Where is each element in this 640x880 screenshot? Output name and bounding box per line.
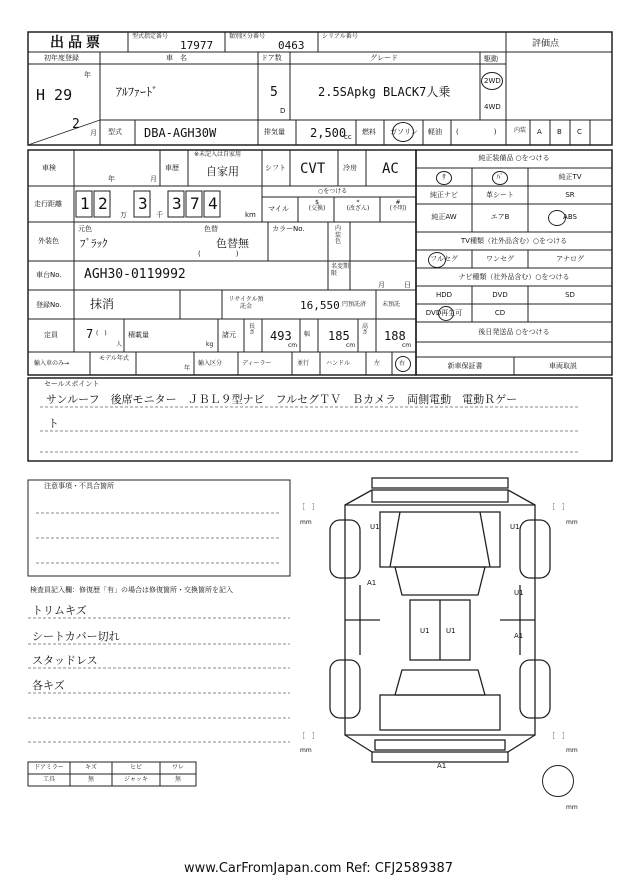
model-code: DBA-AGH30W [144,126,217,140]
equip-1-3: 純正TV [558,173,582,181]
equip-abs-circle [548,210,566,226]
change-color-label: 色替 [204,225,218,233]
model-year-unit: 年 [184,365,191,372]
grade-label: グレード [370,54,398,62]
length-label: 長さ [249,323,256,336]
recycle-label: リサイクル預託金 [228,296,264,311]
mark-u1-right-door: U1 [514,589,524,597]
legend-v1: 工具 [42,776,55,783]
displacement: 2,500 [310,126,347,140]
note-line-4: 各キズ [32,679,65,692]
equip-2-1: 純正ナビ [430,191,458,199]
width-label: 幅 [304,331,311,338]
history: 自家用 [206,165,239,178]
not-deposited: 未預託 [382,301,401,308]
mileage-km: km [245,211,256,219]
fuel-paren: ( ) [456,128,497,136]
fuel-label: 燃料 [362,128,376,136]
equip-1-1-circle [436,171,452,185]
drive-2wd-circle [481,72,503,90]
length: 493 [270,329,292,343]
equip-3-3: ABS [563,213,577,221]
recycle-amount: 16,550 [300,299,340,312]
tire-mm-rl: mm [300,747,312,754]
int-color-label: 内装色 [335,225,342,246]
mileage-man: 万 [120,211,127,219]
navi-cd: CD [494,309,506,317]
sales-line-2: ト [48,417,59,430]
model-year-label: モデル年式 [99,355,129,362]
displacement-label: 排気量 [264,128,285,136]
equip-2-3: SR [565,191,575,199]
change-color-paren: ( ) [198,250,239,258]
history-label: 車歴 [165,164,179,172]
spec-label: 諸元 [222,331,236,339]
door-suffix: D [280,107,286,115]
displacement-unit: cc [344,133,352,141]
navi-sd: SD [565,291,575,299]
equip-3-1: 純正AW [431,213,457,221]
capacity-label: 定員 [44,331,58,339]
drive-label: 駆動 [484,55,498,63]
first-reg-month-unit: 月 [90,129,97,137]
color-label: 外装色 [38,237,59,245]
navi-hdd: HDD [435,291,453,299]
sales-label: セールスポイント [44,380,100,388]
mark-a1-rear-bumper: A1 [437,762,447,770]
notes-label: 注意事項・不具合箇所 [44,482,114,490]
mileage-digit-3: 3 [138,194,148,213]
width-unit: cm [346,342,356,349]
navi-dvd: DVD [492,291,508,299]
handle-right-circle [395,356,411,372]
legend-v4: 無 [174,776,181,783]
equip-header: 純正装備品 ○をつける [478,154,550,162]
handle-left: 左 [374,360,381,367]
model-label: 型式 [108,128,122,136]
orig-color-label: 元色 [78,225,92,233]
legend-h2: キズ [85,764,97,771]
car-name: ｱﾙﾌｧｰﾄﾞ [116,85,159,99]
note-line-3: スタッドレス [32,654,98,667]
footer-ref: www.CarFromJapan.com Ref: CFJ2589387 [184,861,454,876]
shift: CVT [300,161,326,177]
mark-u1-front-left: U1 [370,523,380,531]
mark-u1-front-right: U1 [510,523,520,531]
load-label: 積載量 [128,331,149,339]
mileage-label: 走行距離 [34,200,62,208]
class-no-label: 類別区分番号 [229,33,266,40]
height-label: 高さ [362,323,369,336]
legend-h3: ヒビ [129,764,142,771]
shaken-label: 車検 [42,164,56,172]
import-dealer: ディーラー [242,360,272,367]
mileage-swap: $ (交換) [308,199,326,212]
interior-c: C [577,128,582,136]
registration-label: 登録No. [36,301,62,309]
mileage-sen: 千 [156,211,163,219]
mileage-digit-4: 3 [172,194,182,213]
equip-1-2: ﾊﾟ [496,173,504,181]
interior-a: A [537,128,542,136]
name-change-label: 名変期限 [331,263,350,277]
tv-fullseg-circle [428,252,446,268]
mileage-digit-6: 4 [208,194,218,213]
interior-label: 内装 [514,127,527,134]
tire-mm-fl: mm [300,519,312,526]
mileage-unknown: # (不明) [389,199,407,212]
height: 188 [384,329,406,343]
note-line-1: トリムキズ [32,604,87,617]
tire-mm-spare: mm [566,804,578,811]
equip-1-2-circle [492,171,508,185]
shaken-year: 年 [108,175,115,183]
inspector-label: 検査員記入欄：修復歴「有」の場合は修復箇所・交換箇所を記入 [30,586,233,594]
color-no-label: カラーNo. [272,225,305,233]
first-reg-year-unit: 年 [84,71,91,79]
tire-bracket-rr: ［ ］ [548,732,569,740]
tire-mm-rr: mm [566,747,578,754]
score-label: 評価点 [532,39,560,49]
handle-label: ハンドル [326,360,351,367]
import-label: 輸入車のみ→ [34,360,70,367]
change-color: 色替無 [216,237,249,250]
height-unit: cm [402,342,412,349]
tire-bracket-fr: ［ ］ [548,503,569,511]
mileage-digit-2: 2 [98,194,108,213]
fuel-light: 軽油 [428,128,442,136]
type-cert-value: 17977 [180,39,214,52]
mileage-mark-note: ○をつける [318,188,348,195]
tire-bracket-rl: ［ ］ [298,732,319,740]
mark-a1-right-rear-door: A1 [514,632,524,640]
mileage-digit-5: 7 [190,194,200,213]
shaken-month: 月 [150,175,157,183]
tv-fullseg: フルセグ [430,255,458,263]
later-warranty: 新車保証書 [447,362,483,370]
serial-label: シリアル番号 [322,33,358,40]
sales-line-1: サンルーフ 後席モニター ＪＢＬ９型ナビ フルセグＴＶ Ｂカメラ 両側電動 電動Ｒゲー [46,393,518,406]
legend-v3: ジャッキ [124,776,148,783]
door-count: 5 [270,85,278,100]
later-header: 後日発送品 ○をつける [478,328,550,336]
capacity: 7 [86,327,94,341]
first-reg-era: H 29 [36,86,73,104]
legend-h4: ワレ [171,764,184,771]
equip-2-2: 革シート [486,191,514,199]
note-line-2: シートカバー切れ [32,630,120,643]
cool: AC [382,161,399,177]
legend-h1: ドアミラー [34,764,64,771]
recycle-suffix: 円預託済 [342,301,367,308]
handle-right: 右 [399,360,406,367]
chassis-label: 車台No. [36,271,62,279]
import-cat-label: 輸入区分 [198,360,223,367]
form-title: 出品票 [50,35,104,51]
door-label: ドア数 [261,54,282,62]
navi-dvd-play-circle [438,306,454,321]
interior-b: B [557,128,562,136]
width: 185 [328,329,350,343]
length-unit: cm [288,342,298,349]
import-parallel: 並行 [297,360,310,367]
tv-analog: アナログ [556,255,584,263]
first-reg-month: 2 [72,117,80,132]
mark-u1-roof-right: U1 [446,627,456,635]
mileage-alter: * (改ざん) [346,199,370,212]
tire-mm-fr: mm [566,519,578,526]
orig-color: ﾌﾞﾗｯｸ [80,237,108,250]
class-no-value: 0463 [278,39,305,52]
grade: 2.5SApkg BLACK7人乗 [318,85,451,99]
first-reg-label: 初年度登録 [44,54,79,62]
fuel-circle [392,122,414,142]
car-name-label: 車 名 [166,54,187,62]
navi-header: ナビ種類（社外品含む）○をつける [458,273,570,281]
tv-header: TV種類（社外品含む）○をつける [460,237,568,245]
fuel-gasoline: ガソリン [390,128,418,136]
tv-oneseg: ワンセグ [486,255,514,263]
car-diagram [330,478,550,762]
tire-bracket-fl: ［ ］ [298,503,319,511]
spare-tire-circle [542,765,574,797]
registration-no: 抹消 [90,297,115,311]
shift-label: シフト [265,164,286,172]
load-unit: kg [206,341,214,348]
name-change-day: 日 [404,281,411,289]
mark-a1-left-fender: A1 [367,579,377,587]
mileage-mile: マイル [268,205,289,213]
capacity-unit: 人 [116,341,123,348]
cool-label: 冷房 [343,164,357,172]
legend-v2: 無 [87,776,94,783]
drive-4wd: 4WD [484,103,501,111]
mark-u1-roof-left: U1 [420,627,430,635]
type-cert-label: 型式指定番号 [132,33,169,40]
drive-2wd: 2WD [484,77,501,85]
equip-3-2: エアB [490,213,510,221]
history-note: ※未記入は自家用 [194,151,242,158]
mileage-digit-1: 1 [80,194,90,213]
navi-dvd-play: DVD再生可 [425,309,463,317]
later-manual: 車両取説 [549,362,577,370]
name-change-month: 月 [378,281,385,289]
equip-1-1: ｻ [442,173,446,181]
chassis-no: AGH30-0119992 [84,267,186,282]
capacity-paren: ( ) [96,330,107,337]
